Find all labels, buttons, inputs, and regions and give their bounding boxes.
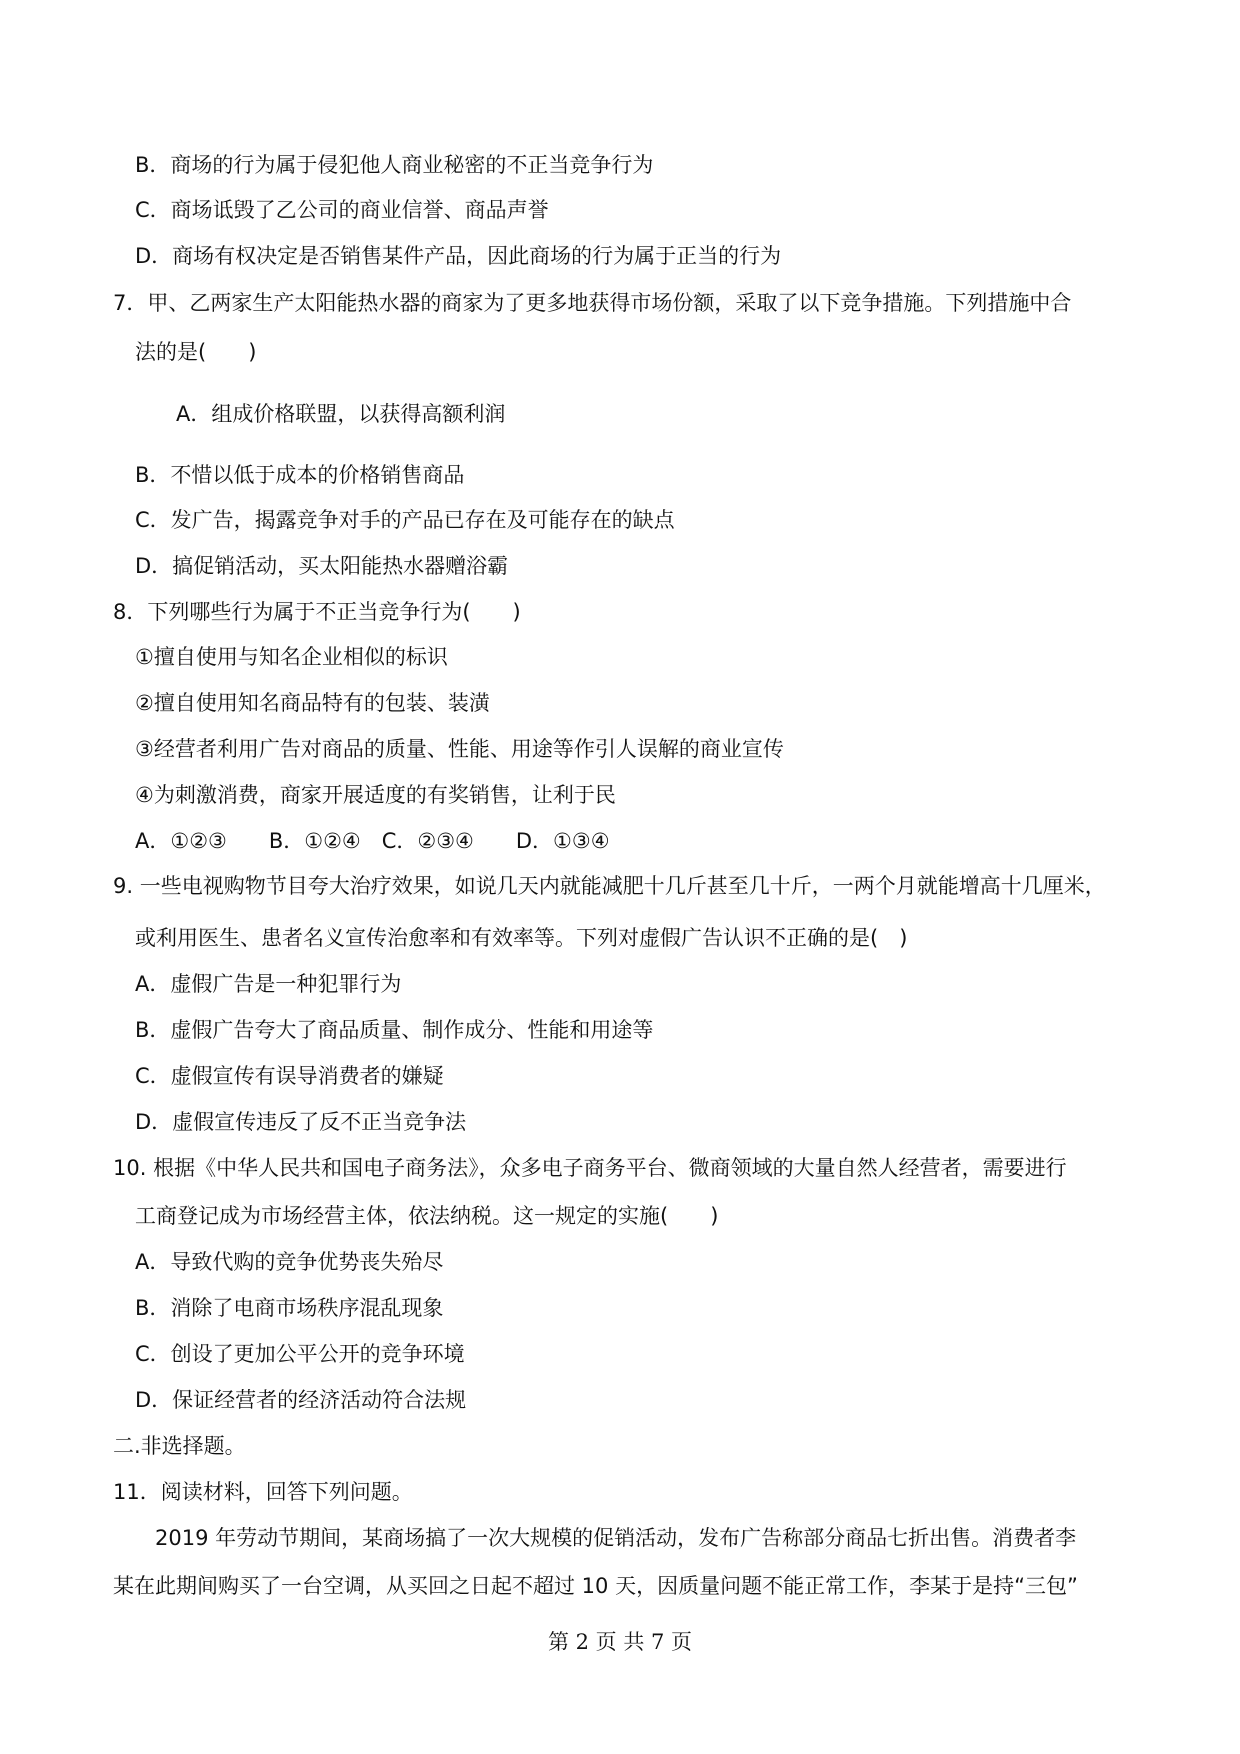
q6-option-d: D．商场有权决定是否销售某件产品，因此商场的行为属于正当的行为 [135,244,782,268]
q7-option-d: D．搞促销活动，买太阳能热水器赠浴霸 [135,554,509,578]
q7-stem-cont: 法的是( ) [135,340,257,364]
q10-option-d: D．保证经营者的经济活动符合法规 [135,1388,467,1412]
q11-material-2: 某在此期间购买了一台空调，从买回之日起不超过 10 天，因质量问题不能正常工作，李某于是持“三包” [113,1574,1078,1598]
q10-option-a: A．导致代购的竞争优势丧失殆尽 [135,1250,444,1274]
q8-item-1: ①擅自使用与知名企业相似的标识 [135,645,448,669]
q9-option-a: A．虚假广告是一种犯罪行为 [135,972,402,996]
section-2-heading: 二.非选择题。 [113,1434,246,1458]
page-footer: 第 2 页 共 7 页 [547,1630,693,1654]
q9-option-b: B．虚假广告夸大了商品质量、制作成分、性能和用途等 [135,1018,654,1042]
q6-option-c: C．商场诋毁了乙公司的商业信誉、商品声誉 [135,198,549,222]
q10-option-b: B．消除了电商市场秩序混乱现象 [135,1296,444,1320]
q10-stem-cont: 工商登记成为市场经营主体，依法纳税。这一规定的实施( ) [135,1204,719,1228]
q8-item-4: ④为刺激消费，商家开展适度的有奖销售，让利于民 [135,783,616,807]
q8-item-2: ②擅自使用知名商品特有的包装、装潢 [135,691,490,715]
q6-option-b: B．商场的行为属于侵犯他人商业秘密的不正当竞争行为 [135,153,654,177]
q11-stem: 11．阅读材料，回答下列问题。 [113,1480,413,1504]
q8-stem: 8．下列哪些行为属于不正当竞争行为( ) [113,600,521,624]
q8-options: A．①②③ B．①②④ C．②③④ D．①③④ [135,829,610,853]
q8-item-3: ③经营者利用广告对商品的质量、性能、用途等作引人误解的商业宣传 [135,737,784,761]
q7-option-c: C．发广告，揭露竞争对手的产品已存在及可能存在的缺点 [135,508,675,532]
q11-material-1: 2019 年劳动节期间，某商场搞了一次大规模的促销活动，发布广告称部分商品七折出售。消费者李 [155,1526,1077,1550]
q7-stem: 7．甲、乙两家生产太阳能热水器的商家为了更多地获得市场份额，采取了以下竞争措施。下列措施中合 [113,291,1072,315]
q9-option-d: D．虚假宣传违反了反不正当竞争法 [135,1110,467,1134]
q10-stem: 10. 根据《中华人民共和国电子商务法》，众多电子商务平台、微商领域的大量自然人经营者，需要进行 [113,1156,1067,1180]
q9-option-c: C．虚假宣传有误导消费者的嫌疑 [135,1064,444,1088]
q9-stem: 9. 一些电视购物节目夸大治疗效果，如说几天内就能减肥十几斤甚至几十斤，一两个月就能增高十几厘米， [113,874,1106,898]
q7-option-b: B．不惜以低于成本的价格销售商品 [135,463,465,487]
q7-option-a: A．组成价格联盟，以获得高额利润 [176,402,506,426]
q10-option-c: C．创设了更加公平公开的竞争环境 [135,1342,465,1366]
q9-stem-cont: 或利用医生、患者名义宣传治愈率和有效率等。下列对虚假广告认识不正确的是( ) [135,926,908,950]
